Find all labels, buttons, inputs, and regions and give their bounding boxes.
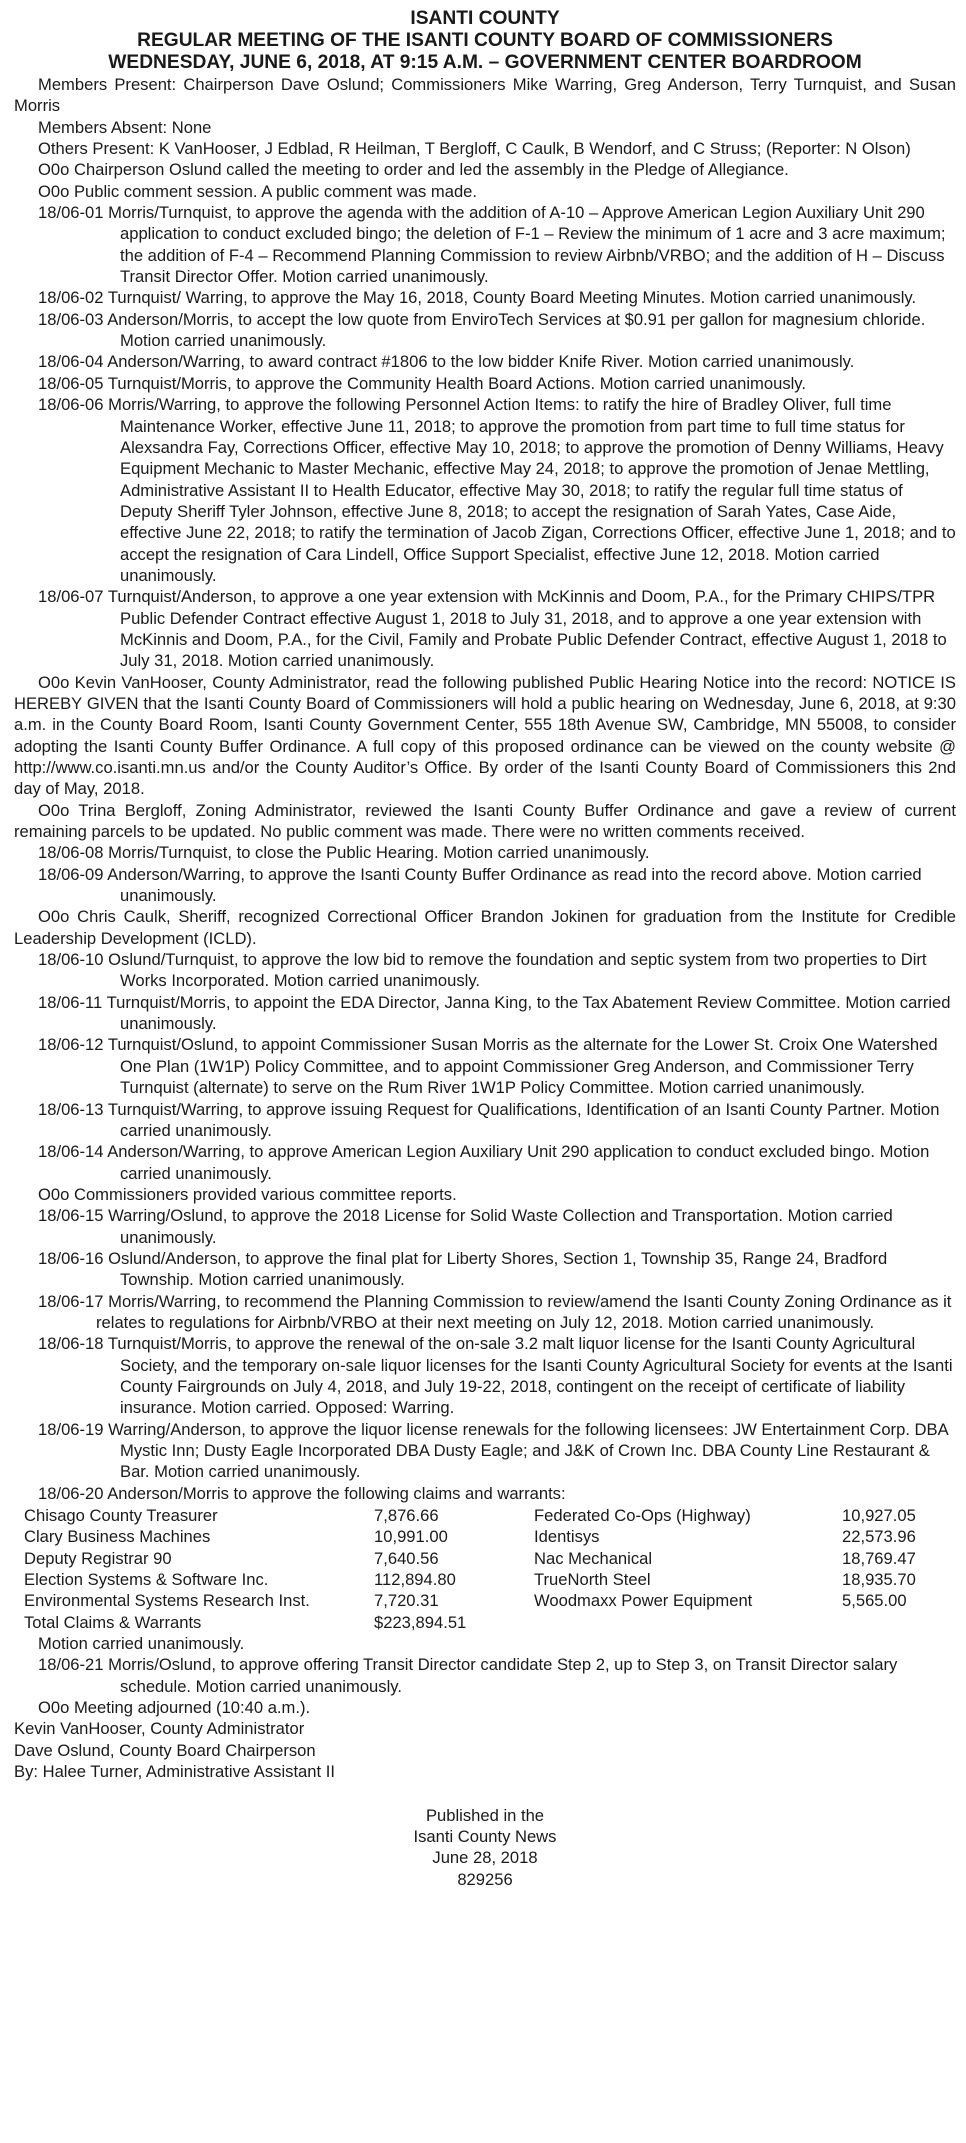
motion-item: 18/06-20 Anderson/Morris to approve the following claims and warrants: bbox=[38, 1483, 566, 1503]
claim-payee: Deputy Registrar 90 bbox=[24, 1548, 172, 1568]
signature-block bbox=[14, 1718, 956, 1782]
motion-item: 18/06-16 Oslund/Anderson, to approve the final plat for Liberty Shores, Section 1, Township 35, Range 24, Bradford Township. Motion carried unanimously. bbox=[38, 1248, 888, 1290]
motion-item: 18/06-13 Turnquist/Warring, to approve issuing Request for Qualifications, Identification of an Isanti County Partner. Motion carried unanimously. bbox=[38, 1099, 940, 1140]
others-present: Others Present: K VanHooser, J Edblad, R Heilman, T Bergloff, C Caulk, B Wendorf, and C Struss; (Reporter: N Olson) bbox=[38, 139, 911, 159]
claim-amount: 10,927.05 bbox=[842, 1506, 916, 1526]
newspaper-name: Isanti County News bbox=[413, 1826, 557, 1846]
signature-line: Dave Oslund, County Board Chairperson bbox=[14, 1740, 316, 1760]
motion-item: 18/06-10 Oslund/Turnquist, to approve the low bid to remove the foundation and septic system from two properties to Dirt Works Incorporated. Motion carried unanimously. bbox=[38, 950, 927, 991]
motion-item: 18/06-02 Turnquist/ Warring, to approve the May 16, 2018, County Board Meeting Minutes. Motion carried unanimously. bbox=[38, 288, 917, 308]
signature-line: By: Halee Turner, Administrative Assistant II bbox=[14, 1762, 335, 1782]
motion-item: 18/06-09 Anderson/Warring, to approve the Isanti County Buffer Ordinance as read into the record above. Motion carried unanimously. bbox=[38, 864, 922, 906]
claim-amount: 10,991.00 bbox=[374, 1527, 448, 1547]
motion-item: 18/06-07 Turnquist/Anderson, to approve a one year extension with McKinnis and Doom, P.A., for the Primary CHIPS/TPR Public Defender Contract effective August 1, 2018 to July 31, 2018, and to approve a one year extension with McKinnis and Doom, P.A., for the Civil, Family and Probate Public Defender Contract, effective August 1, 2018 to July 31, 2018. Motion carried unanimously. bbox=[38, 587, 947, 671]
notice-header bbox=[14, 8, 956, 74]
public-comment: O0o Public comment session. A public comment was made. bbox=[38, 181, 478, 201]
meeting-adjourned: O0o Meeting adjourned (10:40 a.m.). bbox=[38, 1698, 311, 1718]
motion-item: 18/06-12 Turnquist/Oslund, to appoint Commissioner Susan Morris as the alternate for the Lower St. Croix One Watershed One Plan (1W1P) Policy Committee, and to appoint Commissioner Greg Anderson, and Commissioner Terry Turnquist (alternate) to serve on the Rum River 1W1P Policy Committee. Motion carried unanimously. bbox=[38, 1035, 938, 1098]
claim-payee bbox=[534, 1612, 842, 1633]
motion-item: 18/06-03 Anderson/Morris, to accept the low quote from EnviroTech Services at $0.91 per gallon for magnesium chloride. Motion carried unanimously. bbox=[38, 309, 926, 351]
claim-payee: TrueNorth Steel bbox=[534, 1570, 651, 1590]
claims-total-label: Total Claims & Warrants bbox=[24, 1612, 202, 1632]
claim-payee: Election Systems & Software Inc. bbox=[24, 1570, 269, 1590]
signature-line: Kevin VanHooser, County Administrator bbox=[14, 1719, 305, 1739]
motion-item: 18/06-19 Warring/Anderson, to approve the liquor license renewals for the following licensees: JW Entertainment Corp. DBA Mystic Inn; Dusty Eagle Incorporated DBA Dusty Eagle; and J&K of Crown Inc. DBA County Line Restaurant & Bar. Motion carried unanimously. bbox=[38, 1419, 948, 1482]
notice-number: 829256 bbox=[457, 1869, 513, 1889]
motion-item: 18/06-21 Morris/Oslund, to approve offering Transit Director candidate Step 2, up to Step 3, on Transit Director salary schedule. Motion carried unanimously. bbox=[38, 1655, 898, 1696]
motion-item: 18/06-04 Anderson/Warring, to award contract #1806 to the low bidder Knife River. Motion carried unanimously. bbox=[38, 352, 855, 372]
motion-item: 18/06-18 Turnquist/Morris, to approve the renewal of the on-sale 3.2 malt liquor license for the Isanti County Agricultural Society, and the temporary on-sale liquor licenses for the Isanti County Agricultural Society for events at the Isanti County Fairgrounds on July 4, 2018, and July 19-22, 2018, contingent on the receipt of certificate of liability insurance. Motion carried. Opposed: Warring. bbox=[38, 1334, 953, 1418]
meeting-title: REGULAR MEETING OF THE ISANTI COUNTY BOARD OF COMMISSIONERS bbox=[137, 30, 833, 51]
publication-date: June 28, 2018 bbox=[432, 1848, 538, 1868]
meeting-date-location: WEDNESDAY, JUNE 6, 2018, AT 9:15 A.M. – GOVERNMENT CENTER BOARDROOM bbox=[108, 52, 862, 73]
publication-footer bbox=[14, 1805, 956, 1890]
claim-payee: Federated Co-Ops (Highway) bbox=[534, 1506, 751, 1526]
claim-amount: 5,565.00 bbox=[842, 1591, 907, 1611]
claim-payee: Woodmaxx Power Equipment bbox=[534, 1591, 753, 1611]
claim-amount: 18,769.47 bbox=[842, 1548, 916, 1568]
members-absent: Members Absent: None bbox=[38, 117, 212, 137]
sheriff-recognition: O0o Chris Caulk, Sheriff, recognized Correctional Officer Brandon Jokinen for graduation from the Institute for Credible Leadership Development (ICLD). bbox=[14, 907, 956, 948]
public-hearing-notice: O0o Kevin VanHooser, County Administrator, read the following published Public Hearing Notice into the record: NOTICE IS HEREBY GIVEN that the Isanti County Board of Commissioners will hold a public hearing on Wednesday, June 6, 2018, at 9:30 a.m. in the County Board Room, Isanti County Government Center, 555 18th Avenue SW, Cambridge, MN 55008, to consider adopting the Isanti County Buffer Ordinance. A full copy of this proposed ordinance can be viewed on the county website @ http://www.co.isanti.mn.us and/or the County Auditor’s Office. By order of the Isanti County Board of Commissioners this 2nd day of May, 2018. bbox=[14, 672, 956, 799]
claims-table bbox=[24, 1505, 956, 1633]
motion-item: 18/06-06 Morris/Warring, to approve the following Personnel Action Items: to ratify the hire of Bradley Oliver, full time Maintenance Worker, effective June 11, 2018; to approve the promotion from part time to full time status for Alexsandra Fay, Corrections Officer, effective May 10, 2018; to approve the promotion of Denny Williams, Heavy Equipment Mechanic to Master Mechanic, effective May 24, 2018; to approve the promotion of Jenae Mettling, Administrative Assistant II to Health Educator, effective May 30, 2018; to ratify the regular full time status of Deputy Sheriff Tyler Johnson, effective June 8, 2018; to accept the resignation of Sarah Yates, Case Aide, effective June 22, 2018; to ratify the termination of Jacob Zigan, Corrections Officer, effective June 1, 2018; and to accept the resignation of Cara Lindell, Office Support Specialist, effective June 12, 2018. Motion carried unanimously. bbox=[38, 395, 956, 585]
claim-amount: 22,573.96 bbox=[842, 1527, 916, 1547]
committee-reports: O0o Commissioners provided various committee reports. bbox=[38, 1184, 457, 1204]
motion-item: 18/06-01 Morris/Turnquist, to approve the agenda with the addition of A-10 – Approve American Legion Auxiliary Unit 290 application to conduct excluded bingo; the deletion of F-1 – Review the minimum of 1 acre and 3 acre maximum; the addition of F-4 – Recommend Planning Commission to review Airbnb/VRBO; and the addition of H – Discuss Transit Director Offer. Motion carried unanimously. bbox=[38, 203, 946, 287]
claim-payee: Chisago County Treasurer bbox=[24, 1506, 218, 1526]
motion-item: 18/06-11 Turnquist/Morris, to appoint the EDA Director, Janna King, to the Tax Abatement Review Committee. Motion carried unanimously. bbox=[38, 992, 951, 1034]
claims-result: Motion carried unanimously. bbox=[38, 1634, 245, 1654]
motion-item: 18/06-14 Anderson/Warring, to approve American Legion Auxiliary Unit 290 application to conduct excluded bingo. Motion carried unanimously. bbox=[38, 1142, 930, 1183]
claim-amount bbox=[842, 1612, 962, 1633]
claim-payee: Nac Mechanical bbox=[534, 1548, 653, 1568]
members-present: Members Present: Chairperson Dave Oslund; Commissioners Mike Warring, Greg Anderson, Terry Turnquist, and Susan Morris bbox=[14, 75, 956, 116]
claim-amount: 7,640.56 bbox=[374, 1548, 439, 1568]
motion-item: 18/06-15 Warring/Oslund, to approve the 2018 License for Solid Waste Collection and Transportation. Motion carried unanimously. bbox=[38, 1206, 893, 1247]
zoning-review: O0o Trina Bergloff, Zoning Administrator, reviewed the Isanti County Buffer Ordinance and gave a review of current remaining parcels to be updated. No public comment was made. There were no written comments received. bbox=[14, 800, 956, 842]
motion-item: 18/06-08 Morris/Turnquist, to close the Public Hearing. Motion carried unanimously. bbox=[38, 843, 650, 863]
claim-payee: Clary Business Machines bbox=[24, 1527, 211, 1547]
claims-total-amount: $223,894.51 bbox=[374, 1612, 467, 1632]
motion-item: 18/06-05 Turnquist/Morris, to approve the Community Health Board Actions. Motion carried unanimously. bbox=[38, 373, 806, 393]
call-to-order: O0o Chairperson Oslund called the meeting to order and led the assembly in the Pledge of Allegiance. bbox=[38, 160, 789, 180]
claim-payee: Environmental Systems Research Inst. bbox=[24, 1591, 310, 1611]
claim-payee: Identisys bbox=[534, 1527, 600, 1547]
claim-amount: 112,894.80 bbox=[374, 1570, 456, 1590]
published-in: Published in the bbox=[425, 1805, 545, 1825]
county-title: ISANTI COUNTY bbox=[410, 8, 560, 29]
motion-item: 18/06-17 Morris/Warring, to recommend the Planning Commission to review/amend the Isanti County Zoning Ordinance as it relates to regulations for Airbnb/VRBO at their next meeting on July 12, 2018. Motion carried unanimously. bbox=[38, 1291, 952, 1332]
claim-amount: 7,876.66 bbox=[374, 1506, 439, 1526]
claim-amount: 18,935.70 bbox=[842, 1570, 916, 1590]
claim-amount: 7,720.31 bbox=[374, 1591, 439, 1611]
